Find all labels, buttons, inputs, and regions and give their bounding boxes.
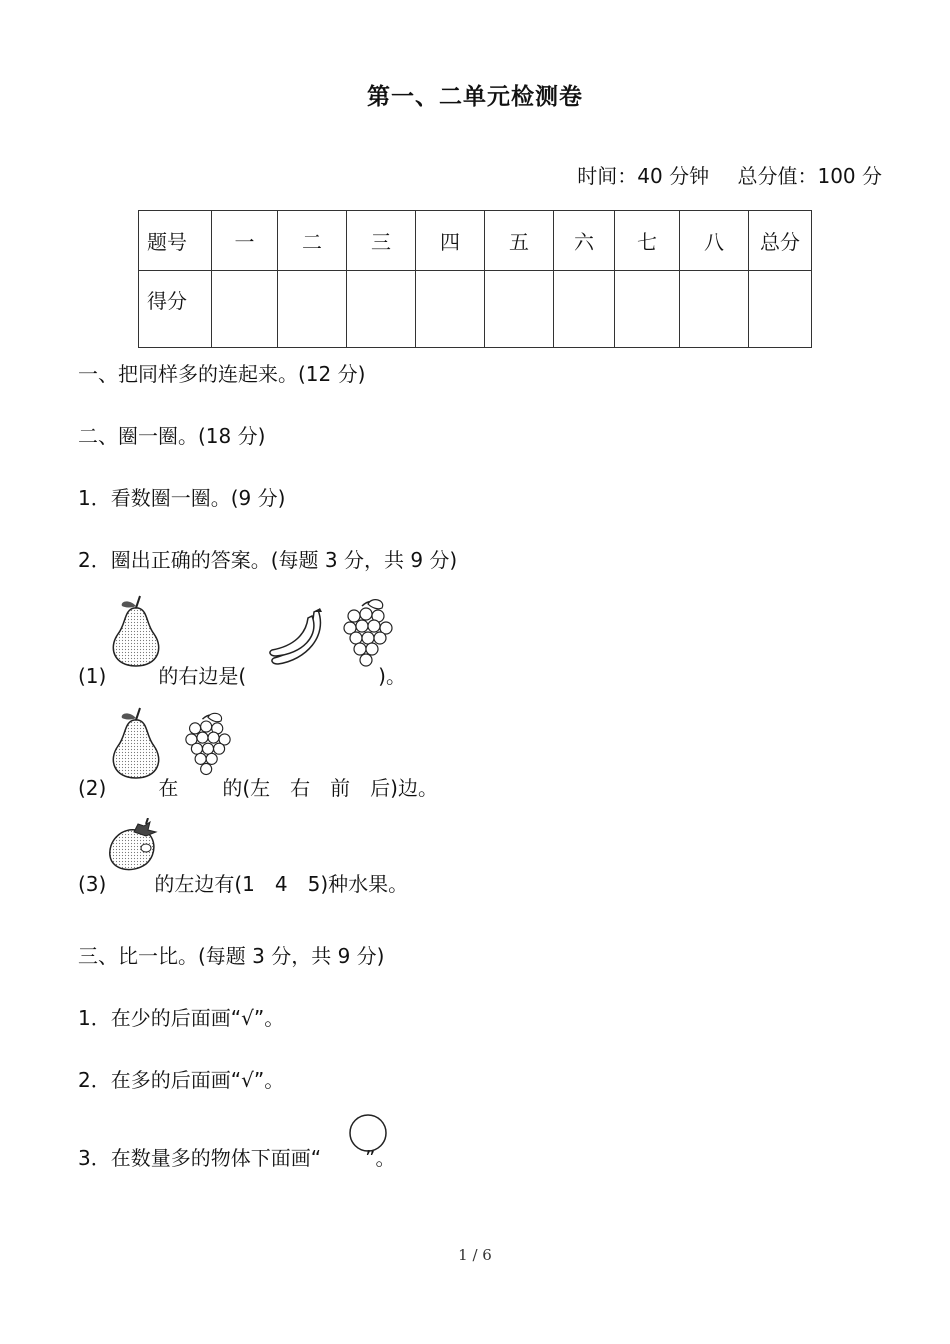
question-number: (3) <box>78 872 107 896</box>
score-cell[interactable] <box>554 271 615 348</box>
score-cell[interactable] <box>416 271 485 348</box>
question-text: 的右边是( <box>158 664 247 688</box>
table-cell: 七 <box>615 211 680 271</box>
section-2-item-1: 1．看数圈一圈。(9 分) <box>78 486 286 510</box>
score-cell[interactable] <box>615 271 680 348</box>
section-3-item-2: 2．在多的后面画“√”。 <box>78 1068 285 1092</box>
score-table <box>138 210 812 348</box>
exam-meta <box>577 160 882 189</box>
table-row <box>139 271 812 348</box>
question-text: 的(左 右 前 后)边。 <box>222 776 438 800</box>
table-cell: 六 <box>554 211 615 271</box>
question-text: )。 <box>378 664 406 688</box>
banana-icon <box>266 606 328 668</box>
section-3-item-1: 1．在少的后面画“√”。 <box>78 1006 285 1030</box>
score-cell[interactable] <box>680 271 749 348</box>
score-cell[interactable] <box>749 271 812 348</box>
table-cell: 三 <box>347 211 416 271</box>
table-row <box>139 211 812 271</box>
table-cell: 题号 <box>139 211 212 271</box>
eggplant-icon <box>106 818 162 874</box>
grapes-icon <box>184 710 232 780</box>
question-number: (2) <box>78 776 107 800</box>
table-cell: 五 <box>485 211 554 271</box>
score-cell[interactable] <box>212 271 278 348</box>
question-text: 的左边有(1 4 5)种水果。 <box>154 872 409 896</box>
section-2-heading: 二、圈一圈。(18 分) <box>78 424 266 448</box>
section-1-heading: 一、把同样多的连起来。(12 分) <box>78 362 366 386</box>
grapes-icon <box>342 598 394 670</box>
score-cell[interactable] <box>278 271 347 348</box>
table-cell: 四 <box>416 211 485 271</box>
question-text: 3．在数量多的物体下面画“ <box>78 1146 322 1170</box>
question-number: (1) <box>78 664 107 688</box>
section-3-heading: 三、比一比。(每题 3 分，共 9 分) <box>78 944 385 968</box>
question-text: ”。 <box>365 1146 396 1170</box>
score-cell[interactable] <box>347 271 416 348</box>
table-cell: 八 <box>680 211 749 271</box>
score-cell[interactable] <box>485 271 554 348</box>
table-cell: 得分 <box>139 271 212 348</box>
page-title: 第一、二单元检测卷 <box>367 84 583 110</box>
time-limit: 时间：40 分钟 <box>577 164 710 188</box>
pear-icon <box>106 706 166 780</box>
question-text: 在 <box>158 776 179 800</box>
pear-icon <box>106 594 166 668</box>
total-score: 总分值：100 分 <box>737 164 882 188</box>
table-cell: 二 <box>278 211 347 271</box>
table-cell: 总分 <box>749 211 812 271</box>
circle-icon <box>347 1112 389 1154</box>
page-number: 1 / 6 <box>458 1246 492 1264</box>
section-2-item-2: 2．圈出正确的答案。(每题 3 分，共 9 分) <box>78 548 458 572</box>
table-cell: 一 <box>212 211 278 271</box>
